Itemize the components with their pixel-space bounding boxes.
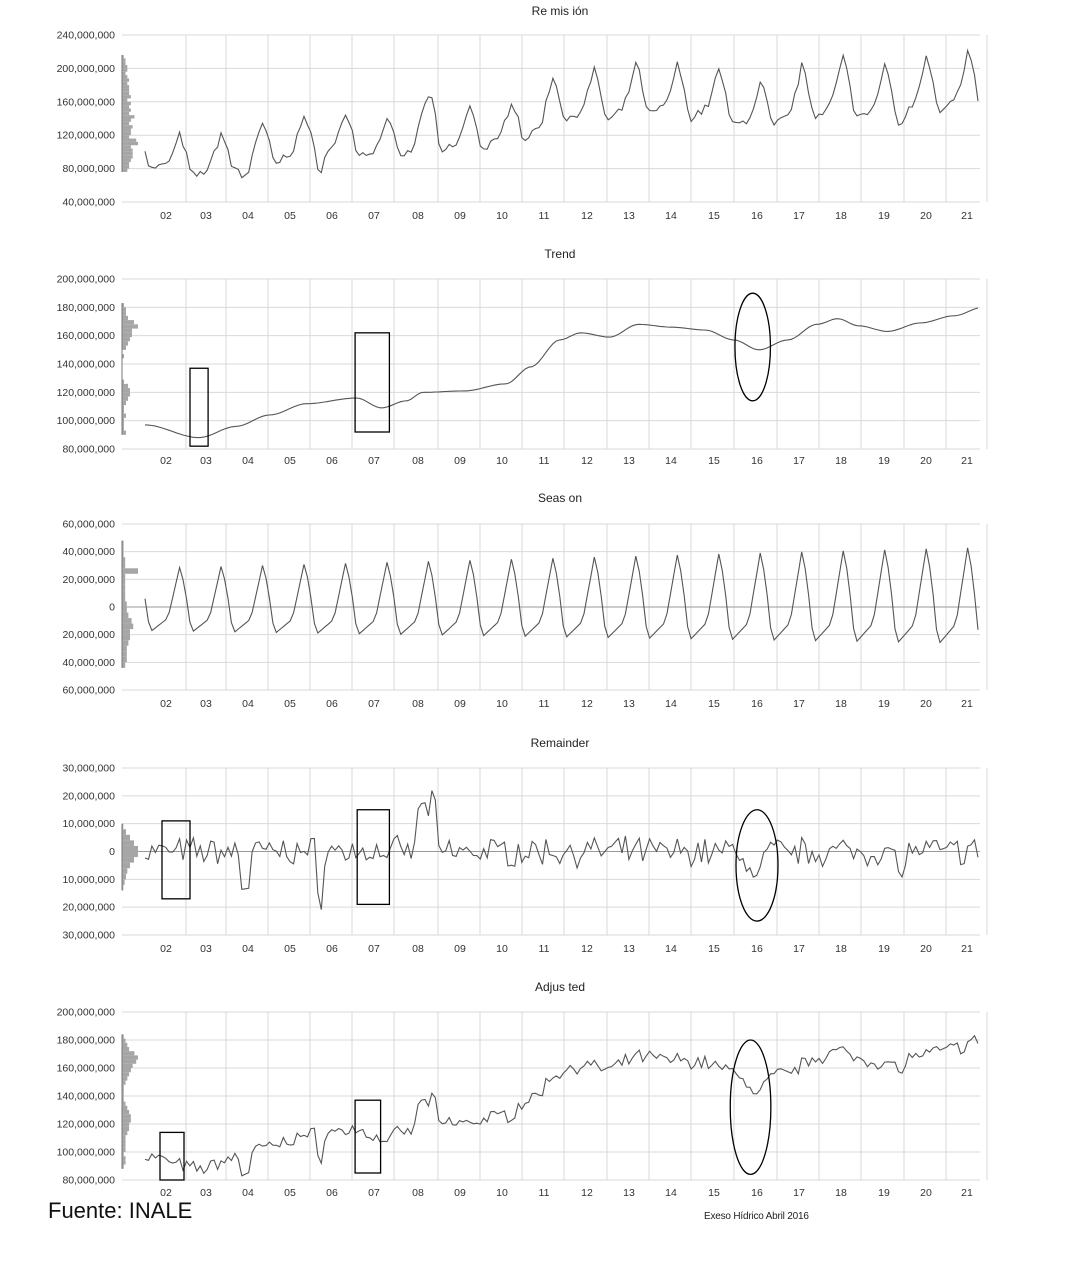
histogram-bar [122, 635, 130, 641]
x-tick-label: 21 [961, 943, 973, 955]
histogram-bar [122, 607, 127, 613]
x-tick-label: 03 [200, 210, 212, 222]
x-tick-label: 06 [326, 210, 338, 222]
panel-3 [62, 736, 987, 955]
source-label: Fuente: INALE [48, 1198, 193, 1223]
histogram-bar [122, 333, 132, 337]
histogram-bar [122, 657, 127, 663]
histogram-bar [122, 1135, 126, 1139]
histogram-bar [122, 1055, 138, 1059]
histogram-bar [122, 414, 126, 418]
x-tick-label: 13 [623, 455, 635, 467]
histogram-bar [122, 132, 131, 135]
x-tick-label: 19 [878, 698, 890, 710]
x-tick-label: 19 [878, 210, 890, 222]
x-tick-label: 07 [368, 210, 380, 222]
histogram-bar [122, 1114, 131, 1118]
x-tick-label: 02 [160, 455, 172, 467]
x-tick-label: 14 [665, 698, 677, 710]
x-tick-label: 20 [920, 455, 932, 467]
panel-4 [57, 980, 987, 1199]
y-tick-label: 200,000,000 [56, 62, 115, 75]
histogram-bar [122, 82, 127, 85]
x-tick-label: 06 [326, 943, 338, 955]
panel-title: Trend [544, 247, 576, 261]
x-tick-label: 15 [708, 455, 720, 467]
x-tick-label: 09 [454, 455, 466, 467]
x-tick-label: 08 [412, 1187, 424, 1199]
x-tick-label: 20 [920, 943, 932, 955]
histogram-bar [122, 835, 130, 841]
y-tick-label: 0 [109, 601, 115, 614]
x-tick-label: 12 [581, 1187, 593, 1199]
histogram-bar [122, 145, 131, 148]
histogram-bar [122, 1123, 129, 1127]
histogram-bar [122, 329, 132, 333]
histogram-bar [122, 337, 130, 341]
y-tick-label: 20,000,000 [62, 901, 115, 914]
y-tick-label: 200,000,000 [56, 1006, 115, 1019]
x-tick-label: 09 [454, 1187, 466, 1199]
histogram-bar [122, 78, 129, 81]
y-tick-label: 140,000,000 [56, 1090, 115, 1103]
histogram-bar [122, 397, 128, 401]
x-tick-label: 06 [326, 698, 338, 710]
histogram-bar [122, 72, 126, 75]
histogram-bar [122, 312, 126, 316]
histogram-bar [122, 68, 127, 71]
y-tick-label: 140,000,000 [56, 358, 115, 371]
histogram-bar [122, 646, 127, 652]
histogram-bar [122, 1051, 134, 1055]
x-tick-label: 10 [496, 455, 508, 467]
histogram-bar [122, 840, 134, 846]
x-tick-label: 16 [751, 1187, 763, 1199]
histogram-bar [122, 320, 134, 324]
x-tick-label: 08 [412, 698, 424, 710]
histogram-bar [122, 125, 133, 128]
x-tick-label: 07 [368, 1187, 380, 1199]
histogram-bar [122, 1131, 127, 1135]
x-tick-label: 09 [454, 210, 466, 222]
x-tick-label: 09 [454, 698, 466, 710]
histogram-bar [122, 618, 132, 624]
histogram-bar [122, 651, 127, 657]
histogram-bar [122, 829, 126, 835]
histogram-bar [122, 75, 127, 78]
histogram-bar [122, 640, 128, 646]
histogram-bar [122, 1110, 129, 1114]
histogram-bar [122, 102, 131, 105]
histogram-bar [122, 1047, 129, 1051]
histogram-bar [122, 388, 130, 392]
histogram-bar [122, 85, 129, 88]
x-tick-label: 08 [412, 455, 424, 467]
x-tick-label: 16 [751, 943, 763, 955]
histogram-bar [122, 142, 138, 145]
histogram-bar [122, 384, 128, 388]
x-tick-label: 04 [242, 455, 254, 467]
histogram-bar [122, 105, 129, 108]
x-tick-label: 03 [200, 455, 212, 467]
histogram-bar [122, 92, 129, 95]
histogram-bar [122, 1156, 126, 1160]
x-tick-label: 05 [284, 210, 296, 222]
x-tick-label: 15 [708, 943, 720, 955]
histogram-bar [122, 852, 138, 858]
x-tick-label: 05 [284, 698, 296, 710]
y-tick-label: 160,000,000 [56, 96, 115, 109]
x-tick-label: 20 [920, 698, 932, 710]
histogram-bar [122, 1081, 126, 1085]
histogram-bar [122, 98, 127, 101]
histogram-bar [122, 95, 131, 98]
histogram-bar [122, 613, 128, 619]
x-tick-label: 17 [793, 943, 805, 955]
y-tick-label: 200,000,000 [56, 273, 115, 286]
histogram-bar [122, 1076, 127, 1080]
histogram-bar [122, 152, 133, 155]
histogram-bar [122, 1118, 131, 1122]
panel-title: Seas on [537, 491, 583, 505]
series-line [145, 791, 978, 910]
panel-0 [57, 4, 987, 222]
x-tick-label: 07 [368, 455, 380, 467]
x-tick-label: 19 [878, 455, 890, 467]
y-tick-label: 80,000,000 [62, 443, 115, 456]
y-tick-label: 80,000,000 [62, 163, 115, 176]
y-tick-label: 40,000,000 [62, 656, 115, 669]
y-tick-label: 240,000,000 [56, 29, 115, 42]
y-tick-label: 10,000,000 [62, 873, 115, 886]
histogram-bar [122, 863, 130, 869]
x-tick-label: 09 [454, 943, 466, 955]
x-tick-label: 11 [538, 1187, 550, 1199]
histogram-bar [122, 165, 129, 168]
histogram-bar [122, 392, 130, 396]
x-tick-label: 10 [496, 1187, 508, 1199]
histogram-bar [122, 122, 129, 125]
histogram-bar [122, 307, 126, 311]
footnote-label: Exeso Hídrico Abril 2016 [704, 1211, 809, 1222]
y-tick-label: 20,000,000 [62, 629, 115, 642]
y-tick-label: 160,000,000 [56, 1062, 115, 1075]
x-tick-label: 08 [412, 210, 424, 222]
histogram-bar [122, 135, 129, 138]
y-tick-label: 40,000,000 [62, 546, 115, 559]
x-tick-label: 18 [835, 210, 847, 222]
x-tick-label: 02 [160, 210, 172, 222]
histogram-bar [122, 1160, 126, 1164]
histogram-bar [122, 346, 126, 350]
x-tick-label: 17 [793, 1187, 805, 1199]
x-tick-label: 12 [581, 943, 593, 955]
histogram-bar [122, 1127, 129, 1131]
x-tick-label: 04 [242, 943, 254, 955]
x-tick-label: 04 [242, 698, 254, 710]
x-tick-label: 13 [623, 698, 635, 710]
x-tick-label: 17 [793, 210, 805, 222]
x-tick-label: 13 [623, 1187, 635, 1199]
histogram-bar [122, 129, 131, 132]
histogram-bar [122, 846, 138, 852]
x-tick-label: 14 [665, 1187, 677, 1199]
series-line [145, 308, 978, 438]
x-tick-label: 21 [961, 210, 973, 222]
y-tick-label: 180,000,000 [56, 301, 115, 314]
histogram-bar [122, 115, 134, 118]
x-tick-label: 05 [284, 455, 296, 467]
x-tick-label: 11 [538, 943, 550, 955]
series-line [145, 548, 978, 643]
x-tick-label: 17 [793, 698, 805, 710]
x-tick-label: 17 [793, 455, 805, 467]
x-tick-label: 13 [623, 943, 635, 955]
histogram-bar [122, 431, 126, 435]
histogram-bar [122, 1039, 126, 1043]
histogram-bar [122, 857, 134, 863]
series-line [145, 1036, 978, 1176]
x-tick-label: 02 [160, 943, 172, 955]
histogram-bar [122, 1148, 126, 1152]
x-tick-label: 18 [835, 943, 847, 955]
y-tick-label: 120,000,000 [56, 1118, 115, 1131]
histogram-bar [122, 139, 136, 142]
x-tick-label: 03 [200, 943, 212, 955]
y-tick-label: 20,000,000 [62, 573, 115, 586]
y-tick-label: 120,000,000 [56, 386, 115, 399]
highlight-ellipse [735, 293, 770, 401]
x-tick-label: 06 [326, 455, 338, 467]
x-tick-label: 03 [200, 698, 212, 710]
histogram-bar [122, 316, 128, 320]
y-tick-label: 30,000,000 [62, 762, 115, 775]
panel-title: Re mis ión [531, 4, 589, 18]
histogram-bar [122, 601, 127, 607]
histogram-bar [122, 324, 138, 328]
histogram-bar [122, 1072, 129, 1076]
x-tick-label: 13 [623, 210, 635, 222]
y-tick-label: 0 [109, 846, 115, 858]
x-tick-label: 04 [242, 1187, 254, 1199]
histogram-bar [122, 155, 133, 158]
x-tick-label: 18 [835, 1187, 847, 1199]
highlight-box [355, 333, 389, 432]
x-tick-label: 18 [835, 455, 847, 467]
x-tick-label: 05 [284, 1187, 296, 1199]
x-tick-label: 12 [581, 455, 593, 467]
x-tick-label: 10 [496, 210, 508, 222]
histogram-bar [122, 62, 126, 65]
x-tick-label: 18 [835, 698, 847, 710]
histogram-bar [122, 1102, 126, 1106]
x-tick-label: 10 [496, 698, 508, 710]
x-tick-label: 16 [751, 455, 763, 467]
panel-2 [62, 491, 987, 710]
x-tick-label: 19 [878, 943, 890, 955]
x-tick-label: 14 [665, 455, 677, 467]
highlight-box [190, 368, 208, 446]
x-tick-label: 11 [538, 698, 550, 710]
series-line [145, 51, 978, 178]
x-tick-label: 12 [581, 210, 593, 222]
x-tick-label: 08 [412, 943, 424, 955]
y-tick-label: 60,000,000 [62, 684, 115, 697]
x-tick-label: 03 [200, 1187, 212, 1199]
histogram-bar [122, 1068, 131, 1072]
x-tick-label: 04 [242, 210, 254, 222]
panel-title: Adjus ted [534, 980, 586, 994]
histogram-bar [122, 119, 131, 122]
x-tick-label: 16 [751, 698, 763, 710]
histogram-bar [122, 868, 127, 874]
histogram-bar [122, 162, 129, 165]
x-tick-label: 15 [708, 210, 720, 222]
histogram-bar [122, 568, 138, 574]
x-tick-label: 05 [284, 943, 296, 955]
histogram-bar [122, 1064, 133, 1068]
x-tick-label: 02 [160, 698, 172, 710]
histogram-bar [122, 1043, 127, 1047]
histogram-bar [122, 629, 130, 635]
highlight-box [160, 1132, 184, 1180]
histogram-bar [122, 624, 133, 630]
x-tick-label: 16 [751, 210, 763, 222]
histogram-bar [122, 112, 129, 115]
x-tick-label: 21 [961, 698, 973, 710]
panel-1 [57, 247, 987, 467]
x-tick-label: 07 [368, 943, 380, 955]
x-tick-label: 07 [368, 698, 380, 710]
histogram-bar [122, 341, 128, 345]
x-tick-label: 06 [326, 1187, 338, 1199]
histogram-bar [122, 159, 131, 162]
highlight-ellipse [730, 1040, 771, 1174]
y-tick-label: 80,000,000 [62, 1174, 115, 1187]
histogram-bar [122, 58, 126, 61]
y-tick-label: 60,000,000 [62, 518, 115, 531]
x-tick-label: 19 [878, 1187, 890, 1199]
x-tick-label: 20 [920, 1187, 932, 1199]
x-tick-label: 11 [538, 455, 550, 467]
histogram-bar [122, 1106, 127, 1110]
panel-title: Remainder [530, 736, 590, 750]
y-tick-label: 40,000,000 [62, 196, 115, 209]
x-tick-label: 11 [538, 210, 550, 222]
x-tick-label: 14 [665, 943, 677, 955]
histogram-bar [122, 88, 129, 91]
histogram-bar [122, 1060, 136, 1064]
highlight-ellipse [736, 810, 778, 921]
histogram-bar [122, 65, 127, 68]
x-tick-label: 21 [961, 455, 973, 467]
x-tick-label: 21 [961, 1187, 973, 1199]
x-tick-label: 14 [665, 210, 677, 222]
y-tick-label: 10,000,000 [62, 818, 115, 831]
highlight-box [355, 1100, 381, 1173]
x-tick-label: 15 [708, 1187, 720, 1199]
histogram-bar [122, 401, 126, 405]
x-tick-label: 02 [160, 1187, 172, 1199]
y-tick-label: 30,000,000 [62, 929, 115, 942]
y-tick-label: 180,000,000 [56, 1034, 115, 1047]
y-tick-label: 160,000,000 [56, 330, 115, 343]
y-tick-label: 100,000,000 [56, 415, 115, 428]
histogram-bar [122, 149, 133, 152]
x-tick-label: 15 [708, 698, 720, 710]
y-tick-label: 20,000,000 [62, 790, 115, 803]
histogram-bar [122, 1139, 126, 1143]
x-tick-label: 20 [920, 210, 932, 222]
histogram-bar [122, 874, 126, 880]
histogram-bar [122, 169, 127, 172]
histogram-bar [122, 108, 131, 111]
y-tick-label: 120,000,000 [56, 129, 115, 142]
y-tick-label: 100,000,000 [56, 1146, 115, 1159]
histogram-bar [122, 1144, 126, 1148]
x-tick-label: 10 [496, 943, 508, 955]
x-tick-label: 12 [581, 698, 593, 710]
